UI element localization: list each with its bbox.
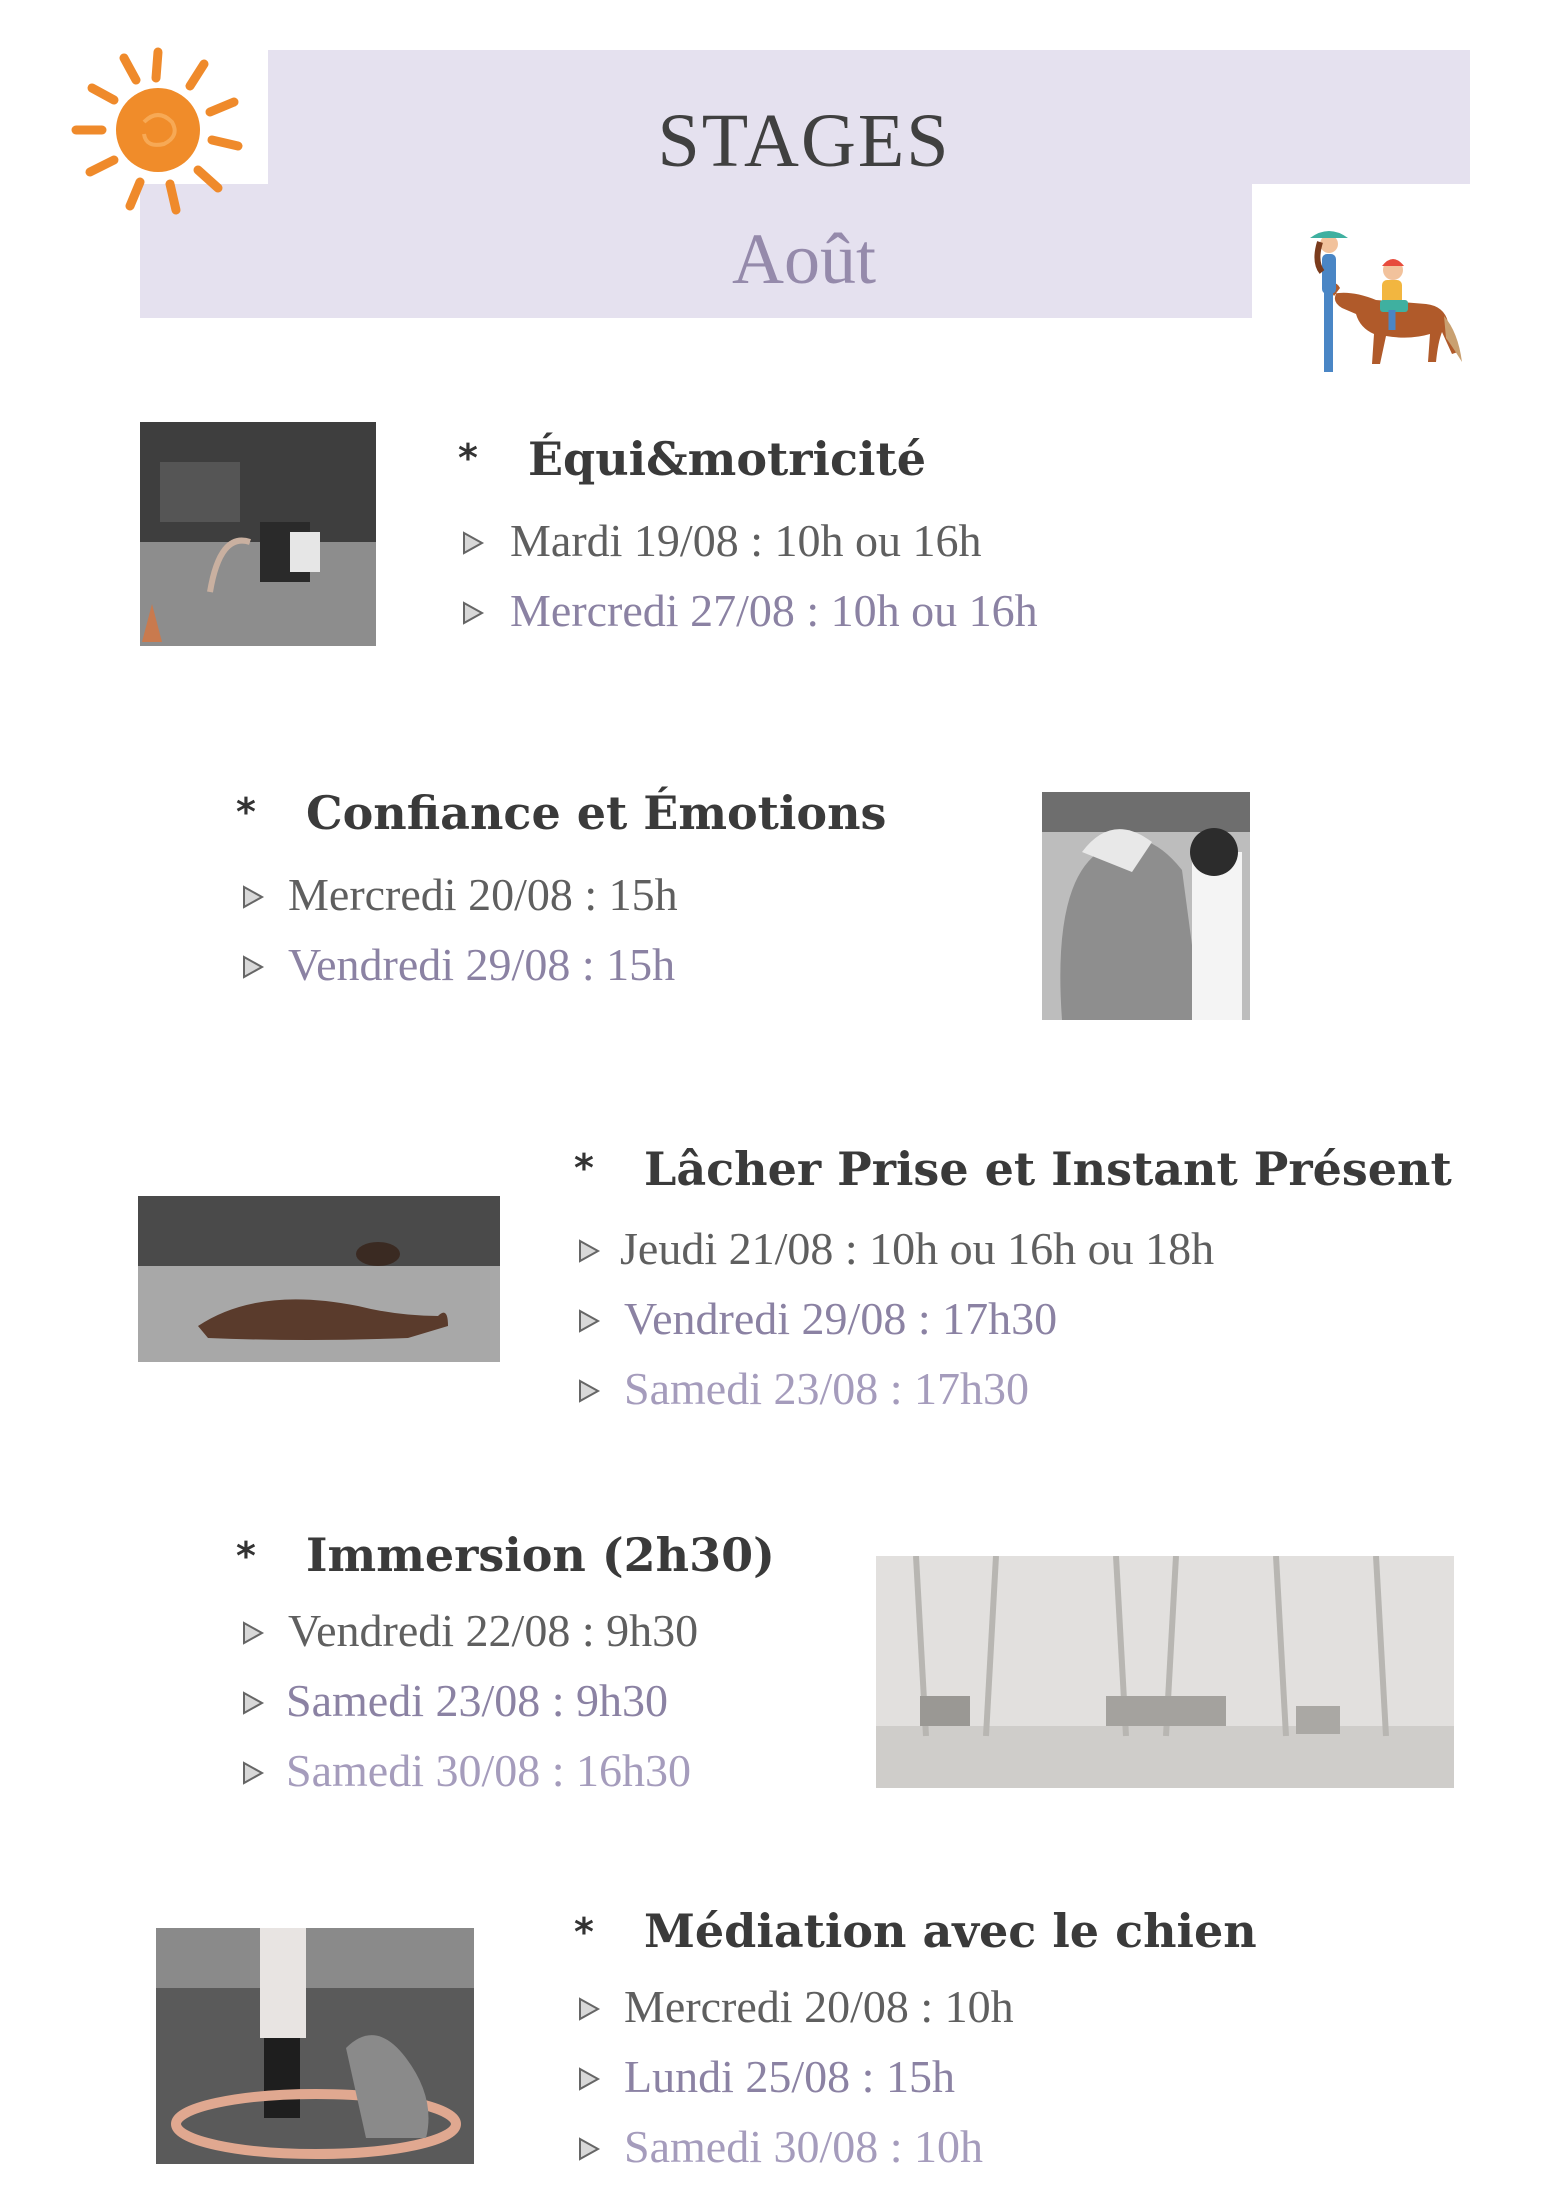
sun-icon	[58, 30, 258, 230]
section-3-bullet: *	[574, 1146, 594, 1190]
section-4-photo	[876, 1556, 1454, 1788]
section-4-bullet: *	[236, 1534, 256, 1578]
section-2-title: Confiance et Émotions	[306, 786, 887, 840]
triangle-bullet-icon	[460, 530, 486, 556]
triangle-bullet-icon	[576, 1238, 602, 1264]
section-1-title: Équi&motricité	[528, 432, 926, 486]
section-4-date-3: Samedi 30/08 : 16h30	[286, 1745, 692, 1796]
riders-icon	[1296, 226, 1466, 396]
section-5-photo	[156, 1928, 474, 2164]
section-5-date-2: Lundi 25/08 : 15h	[624, 2051, 955, 2102]
triangle-bullet-icon	[576, 1308, 602, 1334]
section-5-date-1: Mercredi 20/08 : 10h	[624, 1981, 1014, 2032]
triangle-bullet-icon	[240, 1620, 266, 1646]
triangle-bullet-icon	[576, 1996, 602, 2022]
section-3-photo	[138, 1196, 500, 1362]
page-title: STAGES	[657, 99, 951, 183]
section-2-bullet: *	[236, 790, 256, 834]
page-subtitle: Août	[732, 219, 876, 299]
section-2-date-2: Vendredi 29/08 : 15h	[288, 939, 676, 990]
section-3-date-3: Samedi 23/08 : 17h30	[624, 1363, 1030, 1414]
triangle-bullet-icon	[240, 1690, 266, 1716]
section-4-title: Immersion (2h30)	[306, 1528, 775, 1582]
section-1-bullet: *	[458, 436, 478, 480]
section-4-date-2: Samedi 23/08 : 9h30	[286, 1675, 669, 1726]
section-3-date-1: Jeudi 21/08 : 10h ou 16h ou 18h	[620, 1223, 1215, 1274]
section-1-photo	[140, 422, 376, 646]
triangle-bullet-icon	[240, 954, 266, 980]
triangle-bullet-icon	[240, 884, 266, 910]
triangle-bullet-icon	[460, 600, 486, 626]
triangle-bullet-icon	[576, 1378, 602, 1404]
section-3-date-2: Vendredi 29/08 : 17h30	[624, 1293, 1058, 1344]
section-4-date-1: Vendredi 22/08 : 9h30	[288, 1605, 699, 1656]
section-2-photo	[1042, 792, 1250, 1020]
section-1-date-2: Mercredi 27/08 : 10h ou 16h	[510, 585, 1038, 636]
triangle-bullet-icon	[240, 1760, 266, 1786]
triangle-bullet-icon	[576, 2066, 602, 2092]
section-5-title: Médiation avec le chien	[644, 1904, 1257, 1958]
section-1-date-1: Mardi 19/08 : 10h ou 16h	[510, 515, 982, 566]
section-5-date-3: Samedi 30/08 : 10h	[624, 2121, 984, 2172]
section-3-title: Lâcher Prise et Instant Présent	[644, 1142, 1452, 1196]
section-5-bullet: *	[574, 1910, 594, 1954]
triangle-bullet-icon	[576, 2136, 602, 2162]
section-2-date-1: Mercredi 20/08 : 15h	[288, 869, 678, 920]
